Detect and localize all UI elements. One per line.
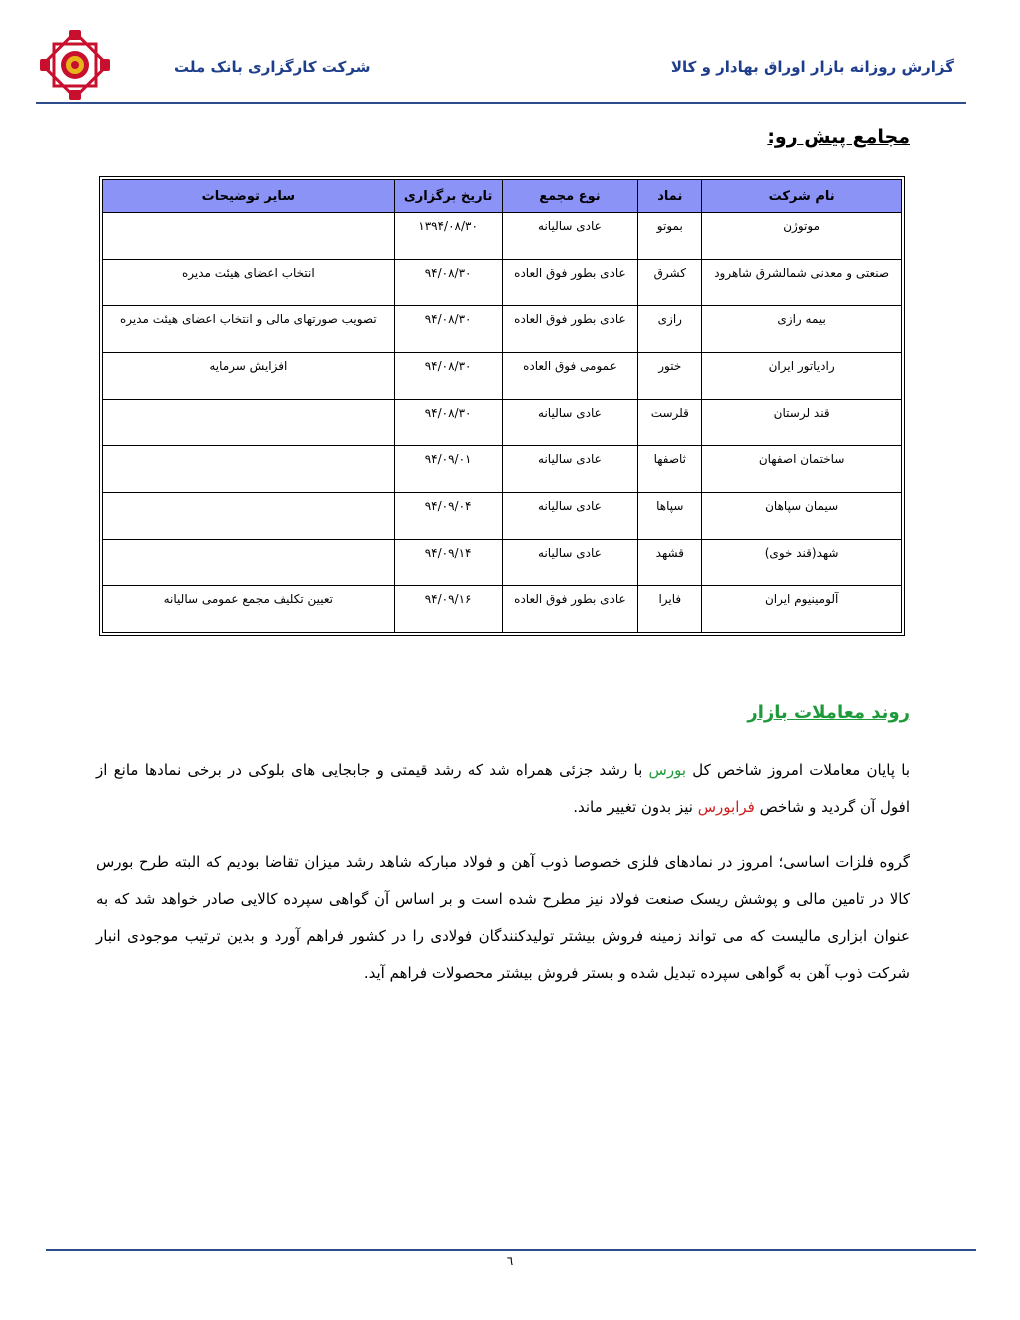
symbol-cell: رازی — [638, 306, 702, 353]
p1-text-part2: با رشد جزئی همراه شد که رشد قیمتی و جابجایی های بلوکی در برخی نمادها مانع از افول آن گردید و شاخص — [96, 761, 910, 816]
company-name: شرکت کارگزاری بانک ملت — [174, 58, 371, 76]
company-cell: صنعتی و معدنی شمالشرق شاهرود — [702, 259, 902, 306]
type-cell: عادی بطور فوق العاده — [502, 586, 638, 633]
company-cell: سیمان سپاهان — [702, 492, 902, 539]
table-row — [103, 446, 902, 493]
type-cell: عادی بطور فوق العاده — [502, 306, 638, 353]
type-cell: عادی سالیانه — [502, 539, 638, 586]
company-cell: ساختمان اصفهان — [702, 446, 902, 493]
farabourse-highlight: فرابورس — [697, 798, 755, 816]
company-cell: رادیاتور ایران — [702, 352, 902, 399]
meetings-table — [102, 179, 902, 633]
table-row — [103, 492, 902, 539]
date-cell: ۹۴/۰۸/۳۰ — [394, 399, 502, 446]
bank-mellat-logo-icon — [38, 28, 112, 102]
company-cell: بیمه رازی — [702, 306, 902, 353]
report-title: گزارش روزانه بازار اوراق بهادار و کالا — [670, 58, 954, 76]
notes-cell: افزایش سرمایه — [103, 352, 395, 399]
notes-cell — [103, 213, 395, 260]
column-header-date: تاریخ برگزاری — [394, 180, 502, 213]
table-row — [103, 352, 902, 399]
date-cell: ۹۴/۰۸/۳۰ — [394, 352, 502, 399]
company-cell: موتوژن — [702, 213, 902, 260]
symbol-cell: فایرا — [638, 586, 702, 633]
company-cell: قند لرستان — [702, 399, 902, 446]
page-number: ٦ — [506, 1254, 514, 1268]
notes-cell: انتخاب اعضای هیئت مدیره — [103, 259, 395, 306]
type-cell: عادی سالیانه — [502, 446, 638, 493]
table-row — [103, 399, 902, 446]
meetings-table-body — [103, 213, 902, 633]
type-cell: عادی سالیانه — [502, 399, 638, 446]
type-cell: عادی بطور فوق العاده — [502, 259, 638, 306]
date-cell: ۹۴/۰۹/۱۴ — [394, 539, 502, 586]
date-cell: ۹۴/۰۹/۰۴ — [394, 492, 502, 539]
company-cell: آلومینیوم ایران — [702, 586, 902, 633]
symbol-cell: قلرست — [638, 399, 702, 446]
market-paragraph-1 — [96, 752, 910, 826]
table-row — [103, 259, 902, 306]
page-header — [36, 22, 966, 106]
p1-text-part1: با پایان معاملات امروز شاخص کل — [686, 761, 911, 779]
symbol-cell: سپاها — [638, 492, 702, 539]
symbol-cell: ختور — [638, 352, 702, 399]
date-cell: ۹۴/۰۸/۳۰ — [394, 259, 502, 306]
column-header-company: نام شرکت — [702, 180, 902, 213]
table-row — [103, 539, 902, 586]
column-header-symbol: نماد — [638, 180, 702, 213]
type-cell: عمومی فوق العاده — [502, 352, 638, 399]
market-section-title: روند معاملات بازار — [747, 702, 910, 723]
header-divider — [36, 102, 966, 104]
notes-cell: تعیین تکلیف مجمع عمومی سالیانه — [103, 586, 395, 633]
table-row — [103, 306, 902, 353]
p1-text-part3: نیز بدون تغییر ماند. — [573, 798, 698, 816]
table-header-row — [103, 180, 902, 213]
type-cell: عادی سالیانه — [502, 213, 638, 260]
notes-cell — [103, 446, 395, 493]
symbol-cell: ثاصفها — [638, 446, 702, 493]
date-cell: ۹۴/۰۹/۱۶ — [394, 586, 502, 633]
symbol-cell: بموتو — [638, 213, 702, 260]
notes-cell — [103, 399, 395, 446]
bourse-highlight: بورس — [648, 761, 686, 779]
company-cell: شهد(قند خوی) — [702, 539, 902, 586]
notes-cell — [103, 492, 395, 539]
column-header-type: نوع مجمع — [502, 180, 638, 213]
meetings-table-frame — [99, 176, 905, 636]
type-cell: عادی سالیانه — [502, 492, 638, 539]
market-paragraph-2: گروه فلزات اساسی؛ امروز در نمادهای فلزی خصوصا ذوب آهن و فولاد مبارکه شاهد رشد میزان تقاضا بودیم که البته طرح بورس کالا در تامین مالی و پوشش ریسک صنعت فولاد نیز مطرح شده است و بر اساس آن گواهی سپرده کالایی صادر خواهد شد که به عنوان ابزاری مالیست که می تواند زمینه فروش بیشتر تولیدکنندگان فولادی را در کشور فراهم آورد و بدین ترتیب موجودی انبار شرکت ذوب آهن به گواهی سپرده تبدیل شده و بستر فروش بیشتر محصولات فراهم آید. — [96, 853, 910, 982]
footer-divider — [46, 1249, 976, 1251]
column-header-notes: سایر توضیحات — [103, 180, 395, 213]
table-row — [103, 586, 902, 633]
date-cell: ۹۴/۰۹/۰۱ — [394, 446, 502, 493]
symbol-cell: کشرق — [638, 259, 702, 306]
notes-cell — [103, 539, 395, 586]
date-cell: ۱۳۹۴/۰۸/۳۰ — [394, 213, 502, 260]
symbol-cell: قشهد — [638, 539, 702, 586]
table-row — [103, 213, 902, 260]
meetings-section-title: مجامع پیش رو: — [767, 126, 910, 148]
notes-cell: تصویب صورتهای مالی و انتخاب اعضای هیئت مدیره — [103, 306, 395, 353]
date-cell: ۹۴/۰۸/۳۰ — [394, 306, 502, 353]
